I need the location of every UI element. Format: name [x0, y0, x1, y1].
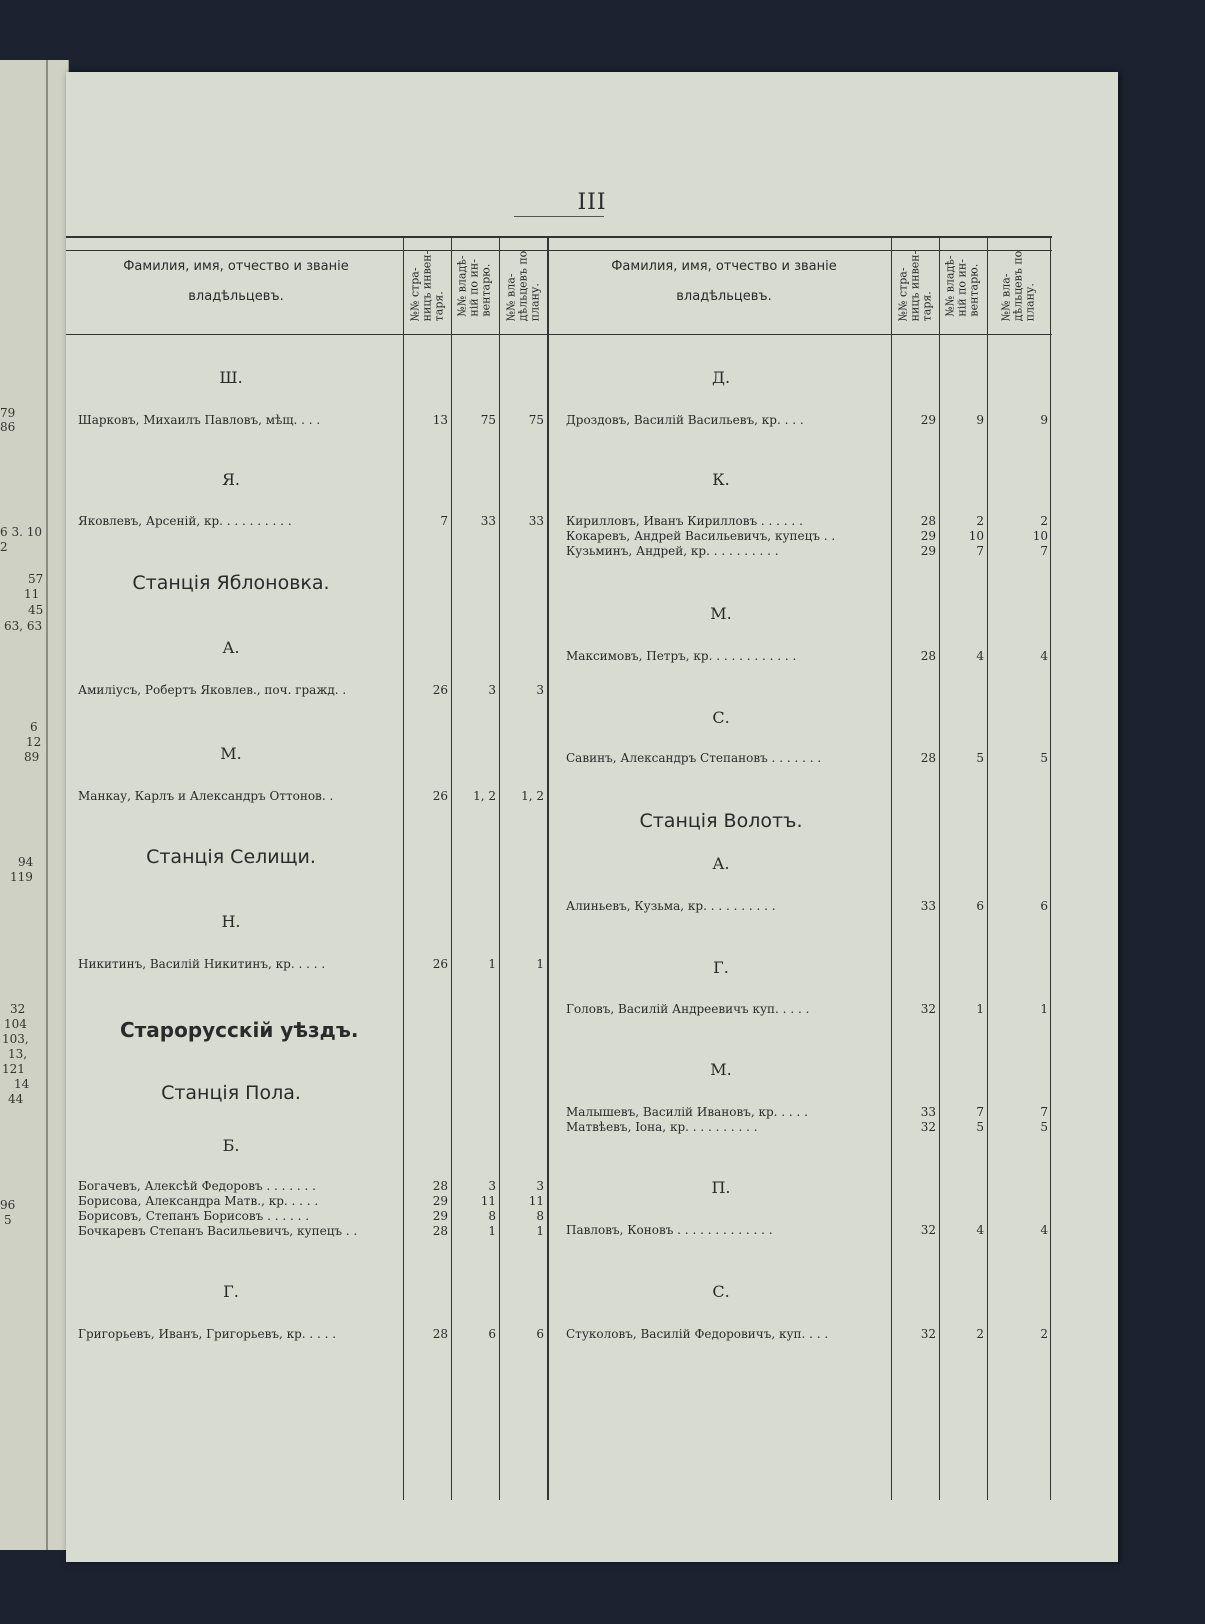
fragment: 32 — [10, 1002, 26, 1016]
table-row: Малышевъ, Василій Ивановъ, кр. . . . . 33 7 7 — [566, 1105, 1048, 1119]
letter-heading: С. — [712, 1282, 730, 1301]
plan-number-header: №№ вла- дѣльцевъ по плану. — [504, 250, 542, 322]
fragment: 94 — [18, 855, 34, 869]
fragment: 2 — [0, 540, 8, 554]
station-heading: Станція Волотъ. — [639, 810, 803, 832]
fragment: 6 3. 10 — [0, 525, 42, 539]
document-page — [66, 72, 1118, 1562]
name-column-header: Фамилия, имя, отчество и званіе владѣльцевъ. — [611, 259, 837, 304]
table-row: Кокаревъ, Андрей Васильевичъ, купецъ . . 29 10 10 — [566, 529, 1048, 543]
inventory-page-header: №№ стра- ницъ инвен- таря. — [408, 250, 445, 322]
table-row: Кирилловъ, Иванъ Кирилловъ . . . . . . 28 2 2 — [566, 514, 1048, 528]
letter-heading: Г. — [713, 958, 729, 977]
fragment: 57 — [28, 572, 44, 586]
fragment: 121 — [2, 1062, 25, 1076]
letter-heading: Б. — [222, 1136, 240, 1155]
fragment: 6 — [30, 720, 38, 734]
table-row: Дроздовъ, Василій Васильевъ, кр. . . . 29 9 9 — [566, 413, 1048, 427]
table-row: Стуколовъ, Василій Федоровичъ, куп. . . . 32 2 2 — [566, 1327, 1048, 1341]
page-number: III — [577, 190, 607, 215]
station-heading: Станція Яблоновка. — [132, 572, 330, 594]
fragment: 79 — [0, 406, 16, 420]
inventory-page-header: №№ стра- ницъ инвен- таря. — [896, 250, 933, 322]
fragment: 44 — [8, 1092, 24, 1106]
fragment: 11 — [24, 587, 40, 601]
table-row: Богачевъ, Алексѣй Федоровъ . . . . . . . 28 3 3 — [78, 1179, 544, 1193]
table-row: Савинъ, Александръ Степановъ . . . . . . . 28 5 5 — [566, 751, 1048, 765]
table-row: Головъ, Василій Андреевичъ куп. . . . . 32 1 1 — [566, 1002, 1048, 1016]
letter-heading: К. — [712, 470, 730, 489]
left-page-edge — [46, 60, 48, 1550]
letter-heading: М. — [710, 1060, 732, 1079]
holding-number-header: №№ владѣ- ній по ин- вентарю. — [944, 255, 981, 317]
fragment: 63, 63 — [4, 619, 43, 633]
table-row: Борисова, Александра Матв., кр. . . . . 29 11 11 — [78, 1194, 544, 1208]
center-rule — [547, 238, 549, 1500]
letter-heading: Ш. — [219, 368, 243, 387]
table-row: Матвѣевъ, Іона, кр. . . . . . . . . . 32 5 5 — [566, 1120, 1048, 1134]
fragment: 12 — [26, 735, 42, 749]
fragment: 13, — [8, 1047, 28, 1061]
fragment: 103, — [2, 1032, 29, 1046]
letter-heading: М. — [220, 744, 242, 763]
fragment: 96 — [0, 1198, 16, 1212]
fragment: 119 — [10, 870, 33, 884]
letter-heading: П. — [711, 1178, 731, 1197]
name-column-header: Фамилия, имя, отчество и званіе владѣльцевъ. — [123, 259, 349, 304]
fragment: 45 — [28, 603, 44, 617]
table-row: Борисовъ, Степанъ Борисовъ . . . . . . 29 8 8 — [78, 1209, 544, 1223]
district-heading: Старорусскій уѣздъ. — [120, 1018, 359, 1042]
letter-heading: Г. — [223, 1282, 239, 1301]
station-heading: Станція Селищи. — [146, 846, 316, 868]
station-heading: Станція Пола. — [161, 1082, 301, 1104]
letter-heading: Я. — [221, 470, 240, 489]
table-row: Алиньевъ, Кузьма, кр. . . . . . . . . . 33 6 6 — [566, 899, 1048, 913]
holding-number-header: №№ владѣ- ній по ин- вентарю. — [456, 255, 493, 317]
table-row: Григорьевъ, Иванъ, Григорьевъ, кр. . . . . 28 6 6 — [78, 1327, 544, 1341]
letter-heading: С. — [712, 708, 730, 727]
header-bottom-rule — [66, 334, 1052, 335]
table-row: Никитинъ, Василій Никитинъ, кр. . . . . 26 1 1 — [78, 957, 544, 971]
letter-heading: М. — [710, 604, 732, 623]
letter-heading: А. — [712, 854, 730, 873]
left-page-fragment — [0, 60, 69, 1550]
table-row: Бочкаревъ Степанъ Васильевичъ, купецъ . . 28 1 1 — [78, 1224, 544, 1238]
fragment: 89 — [24, 750, 40, 764]
table-row: Павловъ, Коновъ . . . . . . . . . . . . . 32 4 4 — [566, 1223, 1048, 1237]
table-row: Яковлевъ, Арсеній, кр. . . . . . . . . . 7 33 33 — [78, 514, 544, 528]
fragment: 86 — [0, 420, 16, 434]
table-row: Манкау, Карлъ и Александръ Оттонов. . 26 1, 2 1, 2 — [78, 789, 544, 803]
letter-heading: Н. — [221, 912, 241, 931]
fragment: 14 — [14, 1077, 30, 1091]
letter-heading: А. — [222, 638, 240, 657]
table-row: Максимовъ, Петръ, кр. . . . . . . . . . . . 28 4 4 — [566, 649, 1048, 663]
table-row: Кузьминъ, Андрей, кр. . . . . . . . . . 29 7 7 — [566, 544, 1048, 558]
table-row: Шарковъ, Михаилъ Павловъ, мѣщ. . . . 13 75 75 — [78, 413, 544, 427]
page-number-rule — [514, 216, 604, 217]
fragment: 5 — [4, 1213, 12, 1227]
fragment: 104 — [4, 1017, 27, 1031]
table-top-rule — [66, 236, 1052, 238]
plan-number-header: №№ вла- дѣльцевъ по плану. — [999, 250, 1037, 322]
table-row: Амилiусъ, Робертъ Яковлев., поч. гражд. . 26 3 3 — [78, 683, 544, 697]
letter-heading: Д. — [711, 368, 731, 387]
